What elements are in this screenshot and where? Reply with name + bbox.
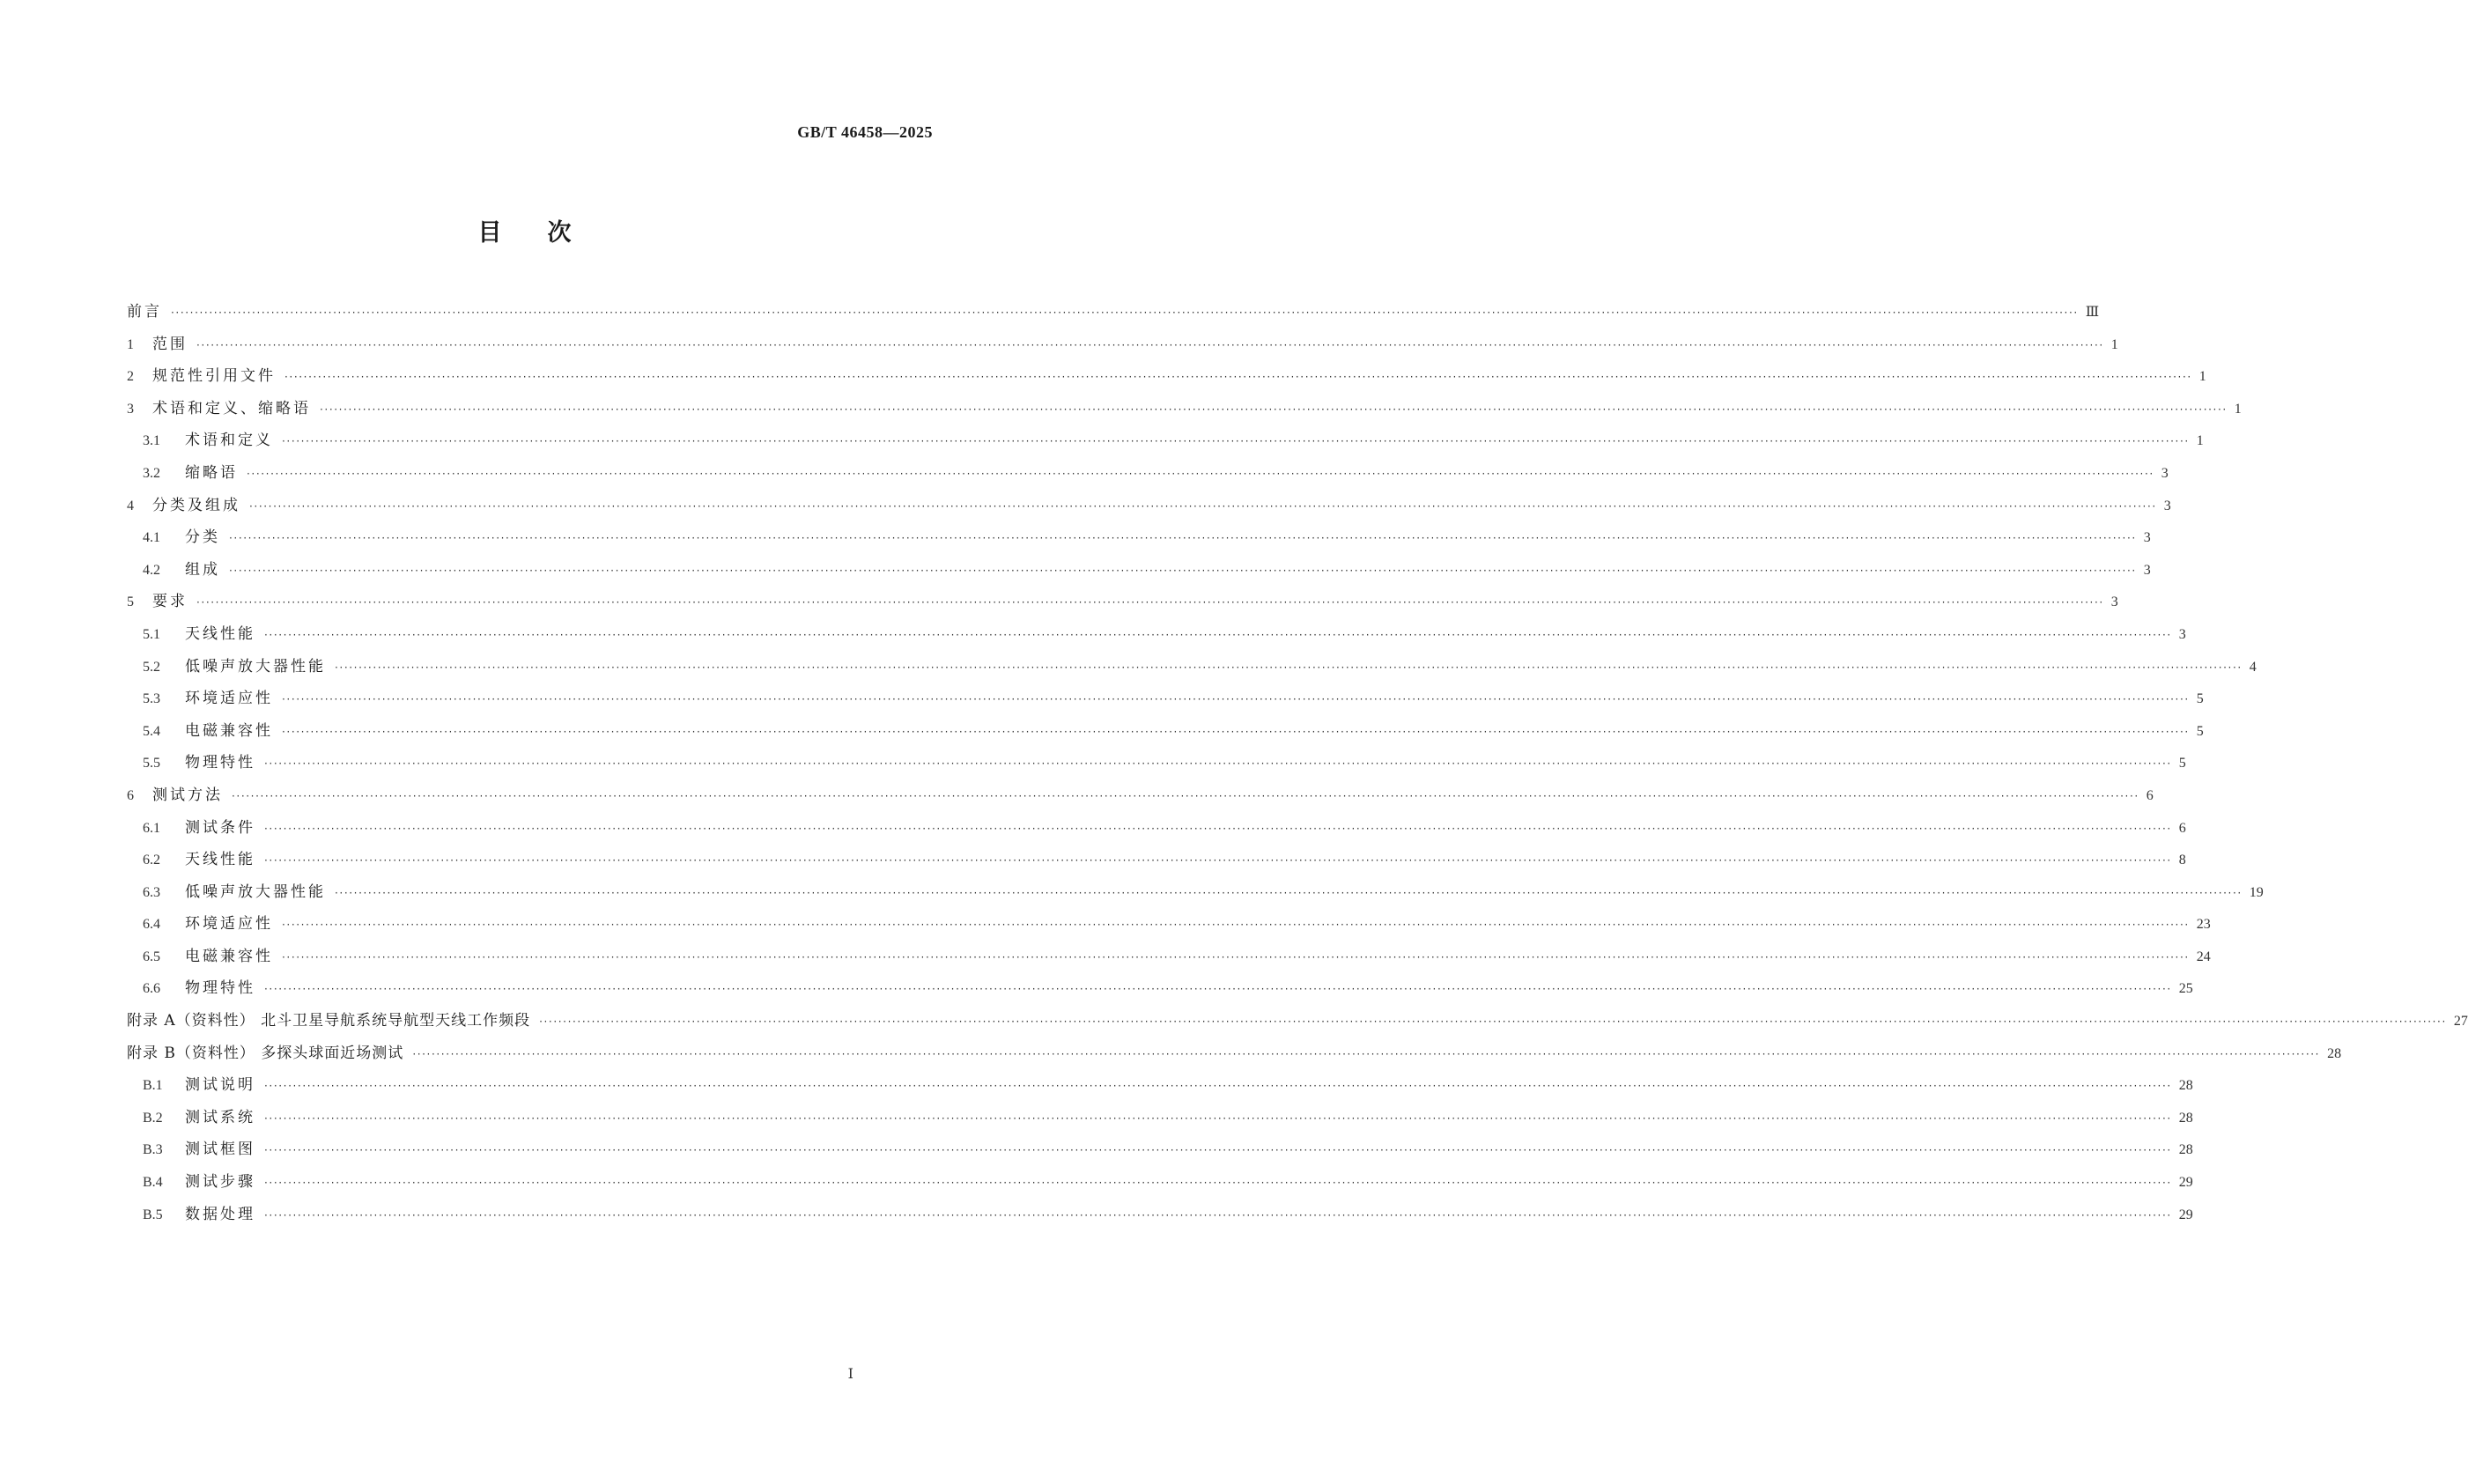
toc-entry[interactable]	[127, 749, 2186, 782]
toc-entry-number: 4.1	[143, 530, 160, 546]
toc-entry-title: 分类及组成	[152, 496, 240, 514]
toc-entry-number: 3.1	[143, 433, 160, 449]
toc-entry[interactable]	[127, 363, 2206, 395]
toc-entry-number: 6.1	[143, 820, 160, 836]
toc-entry[interactable]	[127, 1072, 2193, 1104]
toc-entry-number: 6.3	[143, 884, 160, 900]
toc-entry-page: 29	[2178, 1175, 2193, 1191]
toc-entry[interactable]	[127, 1136, 2193, 1169]
toc-entry-page: 6	[2146, 787, 2154, 803]
toc-entry-number: 5.3	[143, 691, 160, 707]
toc-entry-page: 8	[2178, 853, 2186, 868]
dot-leader: ················································································································································································································································································································································································································	[264, 983, 2172, 996]
toc-entry-page: 3	[2110, 594, 2118, 610]
toc-entry-page: 1	[2234, 401, 2242, 417]
toc-entry-page: 5	[2196, 723, 2204, 739]
toc-entry-title: 测试步骤	[185, 1173, 255, 1192]
toc-entry-title: 物理特性	[185, 754, 255, 772]
toc-entry-page: 3	[2163, 498, 2171, 513]
toc-entry-title: 电磁兼容性	[185, 721, 273, 740]
toc-entry-number: 6	[127, 787, 134, 803]
dot-leader: ················································································································································································································································································································································································································	[320, 402, 2228, 416]
standard-code: GB/T 46458—2025	[797, 123, 933, 141]
toc-entry[interactable]	[127, 1040, 2342, 1073]
toc-entry-page: 6	[2178, 820, 2186, 836]
toc-entry-title: 分类	[185, 528, 220, 547]
toc-entry-title: 测试说明	[185, 1076, 255, 1095]
toc-entry[interactable]	[127, 782, 2154, 815]
dot-leader: ················································································································································································································································································································································································································	[264, 757, 2172, 771]
dot-leader: ················································································································································································································································································································································································································	[232, 789, 2139, 802]
toc-entry[interactable]	[127, 685, 2204, 718]
toc-entry-number: 5	[127, 594, 134, 610]
toc-entry-number: 5.2	[143, 659, 160, 675]
toc-entry-page: 3	[2178, 626, 2186, 642]
toc-entry-title: 前言	[127, 303, 162, 321]
toc-entry[interactable]	[127, 718, 2204, 750]
toc-entry[interactable]	[127, 427, 2204, 460]
dot-leader: ················································································································································································································································································································································································································	[264, 822, 2172, 835]
toc-entry-page: 25	[2178, 981, 2193, 997]
dot-leader: ················································································································································································································································································································································································································	[264, 854, 2172, 868]
dot-leader: ················································································································································································································································································································································································································	[196, 338, 2104, 351]
toc-entry[interactable]	[127, 395, 2242, 428]
page-number: Ⅰ	[847, 1367, 853, 1382]
toc-entry-title: 附录 B（资料性） 多探头球面近场测试	[127, 1044, 404, 1062]
toc-entry-number: 2	[127, 369, 134, 385]
toc-entry-number: 6.5	[143, 949, 160, 964]
toc-entry-page: 29	[2178, 1207, 2193, 1222]
dot-leader: ················································································································································································································································································································································································································	[335, 886, 2243, 899]
dot-leader: ················································································································································································································································································································································································································	[264, 1177, 2172, 1190]
toc-entry[interactable]	[127, 879, 2264, 912]
toc-entry-number: B.3	[143, 1142, 163, 1158]
dot-leader: ················································································································································································································································································································································································································	[196, 596, 2104, 609]
toc-entry-title: 低噪声放大器性能	[185, 657, 326, 676]
dot-leader: ················································································································································································································································································································································································································	[284, 371, 2192, 384]
dot-leader: ················································································································································································································································································································································································································	[264, 628, 2172, 641]
toc-entry-title: 测试系统	[185, 1108, 255, 1126]
toc-entry-title: 测试方法	[152, 786, 223, 804]
toc-entry-number: 4	[127, 498, 134, 513]
toc-entry-number: 3	[127, 401, 134, 417]
toc-entry-page: 3	[2143, 530, 2151, 546]
dot-leader: ················································································································································································································································································································································································································	[229, 532, 2137, 545]
toc-entry-title: 测试条件	[185, 818, 255, 837]
toc-entry[interactable]	[127, 911, 2211, 943]
toc-entry[interactable]	[127, 975, 2193, 1008]
dot-leader: ················································································································································································································································································································································································································	[282, 435, 2190, 448]
table-of-contents	[127, 299, 2468, 1233]
toc-entry-page: 5	[2196, 691, 2204, 707]
toc-entry-page: 28	[2178, 1110, 2193, 1126]
dot-leader: ················································································································································································································································································································································································································	[171, 306, 2079, 319]
toc-entry-page: 28	[2178, 1078, 2193, 1094]
toc-entry-number: 6.4	[143, 917, 160, 933]
toc-entry-title: 规范性引用文件	[152, 367, 276, 386]
toc-entry-number: B.4	[143, 1175, 163, 1191]
toc-entry-page: 19	[2249, 884, 2264, 900]
toc-entry-title: 要求	[152, 593, 188, 611]
toc-entry-page: 4	[2249, 659, 2257, 675]
toc-entry[interactable]	[127, 299, 2100, 331]
dot-leader: ················································································································································································································································································································································································································	[282, 693, 2190, 706]
toc-entry-page: 28	[2327, 1045, 2342, 1061]
toc-entry-title: 术语和定义、缩略语	[152, 399, 311, 417]
toc-entry-title: 环境适应性	[185, 690, 273, 708]
toc-entry-number: 6.2	[143, 853, 160, 868]
toc-entry[interactable]	[127, 815, 2186, 847]
toc-entry-number: 4.2	[143, 562, 160, 578]
toc-entry-title: 低噪声放大器性能	[185, 882, 326, 901]
toc-entry-page: 3	[2143, 562, 2151, 578]
toc-entry-title: 组成	[185, 560, 220, 579]
dot-leader: ················································································································································································································································································································································································································	[264, 1144, 2172, 1157]
toc-entry-number: B.2	[143, 1110, 163, 1126]
dot-leader: ················································································································································································································································································································································································································	[264, 1208, 2172, 1222]
dot-leader: ················································································································································································································································································································································································································	[282, 919, 2190, 932]
toc-entry[interactable]	[127, 1008, 2468, 1040]
dot-leader: ················································································································································································································································································································································································································	[539, 1015, 2447, 1029]
toc-entry-number: B.5	[143, 1207, 163, 1222]
toc-entry-page: 1	[2110, 336, 2118, 352]
toc-entry[interactable]	[127, 1104, 2193, 1137]
toc-entry[interactable]	[127, 524, 2151, 557]
dot-leader: ················································································································································································································································································································································································································	[264, 1111, 2172, 1125]
toc-entry-page: 1	[2196, 433, 2204, 449]
dot-leader: ················································································································································································································································································································································································································	[335, 661, 2243, 674]
toc-entry-number: 5.4	[143, 723, 160, 739]
toc-entry[interactable]	[127, 331, 2118, 364]
toc-entry-number: 6.6	[143, 981, 160, 997]
toc-entry-title: 环境适应性	[185, 915, 273, 934]
toc-entry-title: 天线性能	[185, 624, 255, 643]
toc-entry[interactable]	[127, 1201, 2193, 1234]
toc-entry-title: 范围	[152, 335, 188, 353]
toc-entry-page: 27	[2453, 1014, 2468, 1030]
dot-leader: ················································································································································································································································································································································································································	[264, 1080, 2172, 1093]
toc-entry-title: 天线性能	[185, 851, 255, 869]
toc-entry[interactable]	[127, 460, 2169, 492]
toc-entry-number: 1	[127, 336, 134, 352]
toc-entry[interactable]	[127, 1169, 2193, 1201]
toc-entry[interactable]	[127, 557, 2151, 589]
toc-entry-page: 3	[2161, 465, 2169, 481]
toc-entry-page: 23	[2196, 917, 2211, 933]
dot-leader: ················································································································································································································································································································································································································	[282, 725, 2190, 738]
toc-entry-title: 附录 A（资料性） 北斗卫星导航系统导航型天线工作频段	[127, 1012, 531, 1030]
toc-entry[interactable]	[127, 943, 2211, 976]
toc-entry[interactable]	[127, 492, 2171, 525]
toc-entry-title: 测试框图	[185, 1141, 255, 1159]
toc-entry[interactable]	[127, 846, 2186, 879]
toc-entry-page: 24	[2196, 949, 2211, 964]
toc-entry-page: 1	[2198, 369, 2206, 385]
dot-leader: ················································································································································································································································································································································································································	[247, 467, 2154, 480]
toc-entry-page: 28	[2178, 1142, 2193, 1158]
toc-entry-number: B.1	[143, 1078, 163, 1094]
dot-leader: ················································································································································································································································································································································································································	[412, 1047, 2321, 1060]
toc-entry-page: Ⅲ	[2085, 305, 2100, 320]
dot-leader: ················································································································································································································································································································································································································	[282, 950, 2190, 963]
toc-entry-number: 5.5	[143, 756, 160, 772]
toc-entry[interactable]	[127, 653, 2257, 686]
dot-leader: ················································································································································································································································································································································································································	[249, 499, 2157, 513]
dot-leader: ················································································································································································································································································································································································································	[229, 564, 2137, 577]
toc-entry-page: 5	[2178, 756, 2186, 772]
toc-entry-title: 电磁兼容性	[185, 947, 273, 965]
toc-entry-title: 缩略语	[185, 463, 238, 482]
toc-entry-number: 5.1	[143, 626, 160, 642]
toc-entry-title: 数据处理	[185, 1205, 255, 1223]
page-title: 目次	[477, 219, 617, 247]
toc-entry[interactable]	[127, 621, 2186, 653]
toc-entry-number: 3.2	[143, 465, 160, 481]
toc-entry[interactable]	[127, 588, 2118, 621]
toc-entry-title: 物理特性	[185, 979, 255, 998]
toc-entry-title: 术语和定义	[185, 432, 273, 450]
